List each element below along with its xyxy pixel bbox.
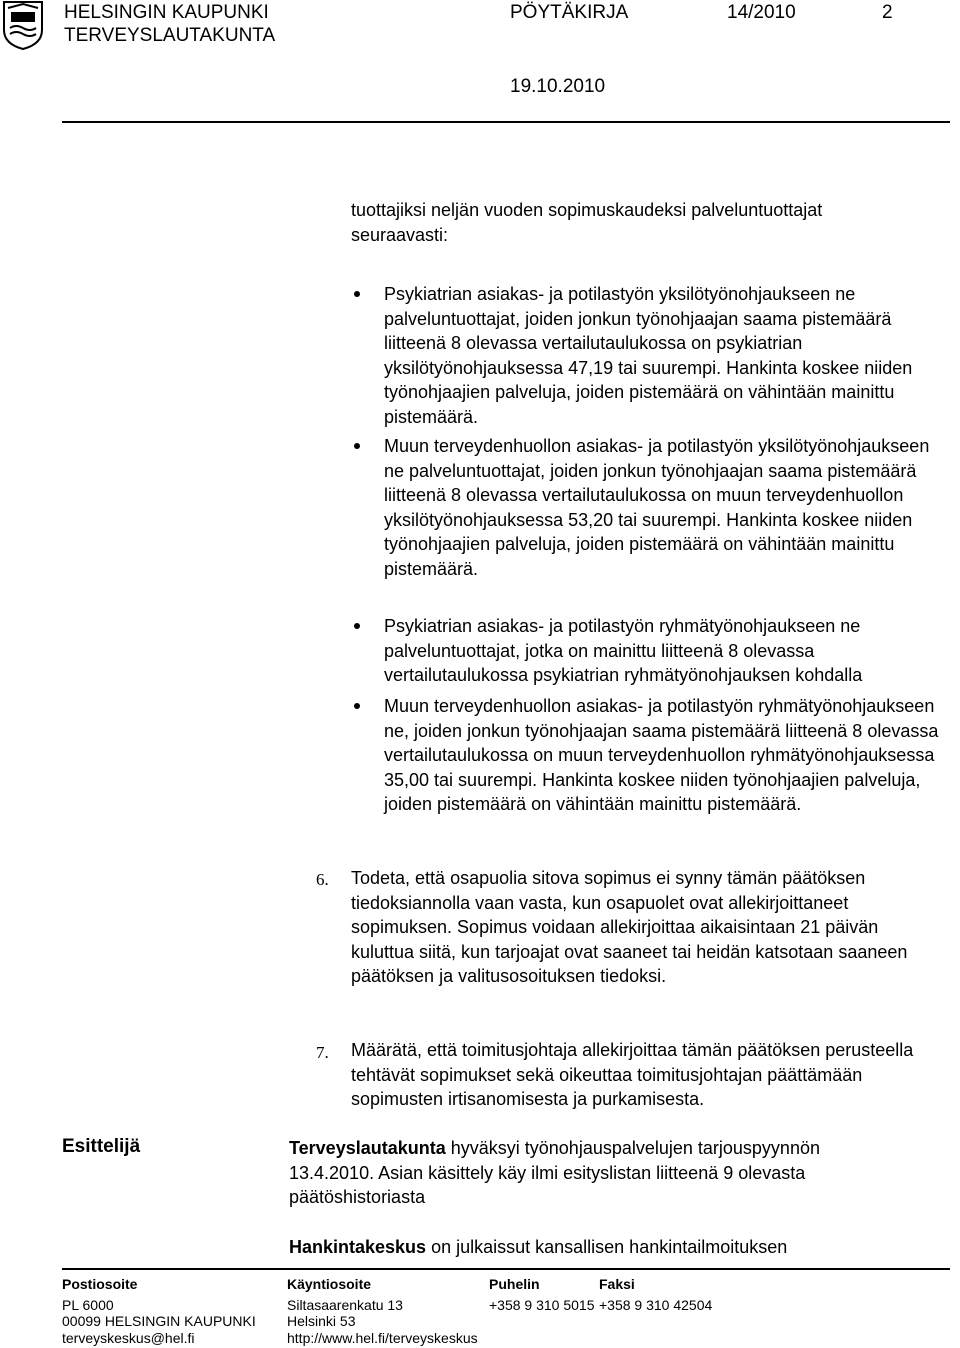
procurement-center-bold: Hankintakeskus xyxy=(289,1237,427,1257)
numbered-item-text: Todeta, että osapuolia sitova sopimus ei synny tämän päätöksen tiedoksiannolla vaan vasta, kun osapuolet ovat allekirjoittaneet sopimuksen. Sopimus voidaan allekirjoittaa aikaisintaan 21 päivän kuluttua siitä, kun tarjoajat ovat saaneet tai heidän katsotaan saaneen päätöksen ja valitusosoituksen tiedoksi. xyxy=(351,868,908,986)
item-number: 7. xyxy=(316,1043,329,1062)
board-name: TERVEYSLAUTAKUNTA xyxy=(64,25,276,46)
bullet-item: Muun terveydenhuollon asiakas- ja potilastyön ryhmätyönohjaukseen ne, joiden jonkun työnohjaajan saama pistemäärä liitteenä 8 olevassa vertailutaulukossa on muun terveydenhuollon ryhmätyönohjauksessa 35,00 tai suurempi. Hankinta koskee niiden työnohjaajien palveluja, joiden pistemäärä on vähintään mainittu pistemäärä. xyxy=(384,696,939,814)
page-number: 2 xyxy=(882,2,893,23)
doc-number: 14/2010 xyxy=(727,2,796,23)
bullet-dot xyxy=(354,443,360,449)
item-number: 6. xyxy=(316,870,329,889)
fax-number: +358 9 310 42504 xyxy=(599,1297,713,1313)
procurement-note-rest: on julkaissut kansallisen hankintailmoituksen xyxy=(426,1237,788,1257)
postal-address-label: Postiosoite xyxy=(62,1276,138,1292)
board-name-bold: Terveyslautakunta xyxy=(289,1138,446,1158)
bullet-item: Psykiatrian asiakas- ja potilastyön ryhmätyönohjaukseen ne palveluntuottajat, jotka on mainittu liitteenä 8 olevassa vertailutaulukossa psykiatrian ryhmätyönohjauksen kohdalla xyxy=(384,616,863,685)
procurement-note xyxy=(289,1235,929,1260)
postal-address-line: 00099 HELSINGIN KAUPUNKI xyxy=(62,1313,256,1329)
bullet-item: Psykiatrian asiakas- ja potilastyön yksilötyönohjaukseen ne palveluntuottajat, joiden jonkun työnohjaajan saama pistemäärä liitteenä 8 olevassa vertailutaulukossa on psykiatrian yksilötyönohjauksessa 47,19 tai suurempi. Hankinta koskee niiden työnohjaajien palveluja, joiden pistemäärä on vähintään mainittu pistemäärä. xyxy=(384,284,913,427)
intro-paragraph: tuottajiksi neljän vuoden sopimuskaudeksi palveluntuottajat seuraavasti: xyxy=(351,200,823,245)
doc-type: PÖYTÄKIRJA xyxy=(510,2,629,23)
visiting-address-label: Käyntiosoite xyxy=(287,1276,372,1292)
presenter-label: Esittelijä xyxy=(62,1136,141,1157)
website-link[interactable]: http://www.hel.fi/terveyskeskus xyxy=(287,1330,478,1346)
numbered-item-text: Määrätä, että toimitusjohtaja allekirjoittaa tämän päätöksen perusteella tehtävät sopimukset sekä oikeuttaa toimitusjohtajan päättämään sopimusten irtisanomisesta ja purkamisesta. xyxy=(351,1040,914,1109)
email-address: terveyskeskus@hel.fi xyxy=(62,1330,195,1346)
bullet-item: Muun terveydenhuollon asiakas- ja potilastyön yksilötyönohjaukseen ne palveluntuottajat, joiden jonkun työnohjaajan saama pistemäärä liitteenä 8 olevassa vertailutaulukossa on muun terveydenhuollon yksilötyönohjauksessa 53,20 tai suurempi. Hankinta koskee niiden työnohjaajien palveluja, joiden pistemäärä on vähintään mainittu pistemäärä. xyxy=(384,436,930,579)
visiting-address-line: Siltasaarenkatu 13 xyxy=(287,1297,403,1313)
header-rule xyxy=(62,121,950,123)
presenter-text xyxy=(289,1136,909,1210)
phone-label: Puhelin xyxy=(489,1276,540,1292)
bullet-dot xyxy=(354,703,360,709)
bullet-dot xyxy=(354,623,360,629)
org-name: HELSINGIN KAUPUNKI xyxy=(64,2,269,23)
city-crest-logo xyxy=(2,0,44,50)
fax-label: Faksi xyxy=(599,1276,635,1292)
postal-address-line: PL 6000 xyxy=(62,1297,114,1313)
phone-number: +358 9 310 5015 xyxy=(489,1297,595,1313)
visiting-address-line: Helsinki 53 xyxy=(287,1313,356,1329)
presenter-text-rest: hyväksyi työnohjauspalvelujen tarjouspyynnön 13.4.2010. Asian käsittely käy ilmi esityslistan liitteenä 9 olevasta päätöshistoriasta xyxy=(289,1138,820,1207)
meeting-date: 19.10.2010 xyxy=(510,76,606,97)
footer-rule xyxy=(62,1268,950,1270)
bullet-dot xyxy=(354,291,360,297)
